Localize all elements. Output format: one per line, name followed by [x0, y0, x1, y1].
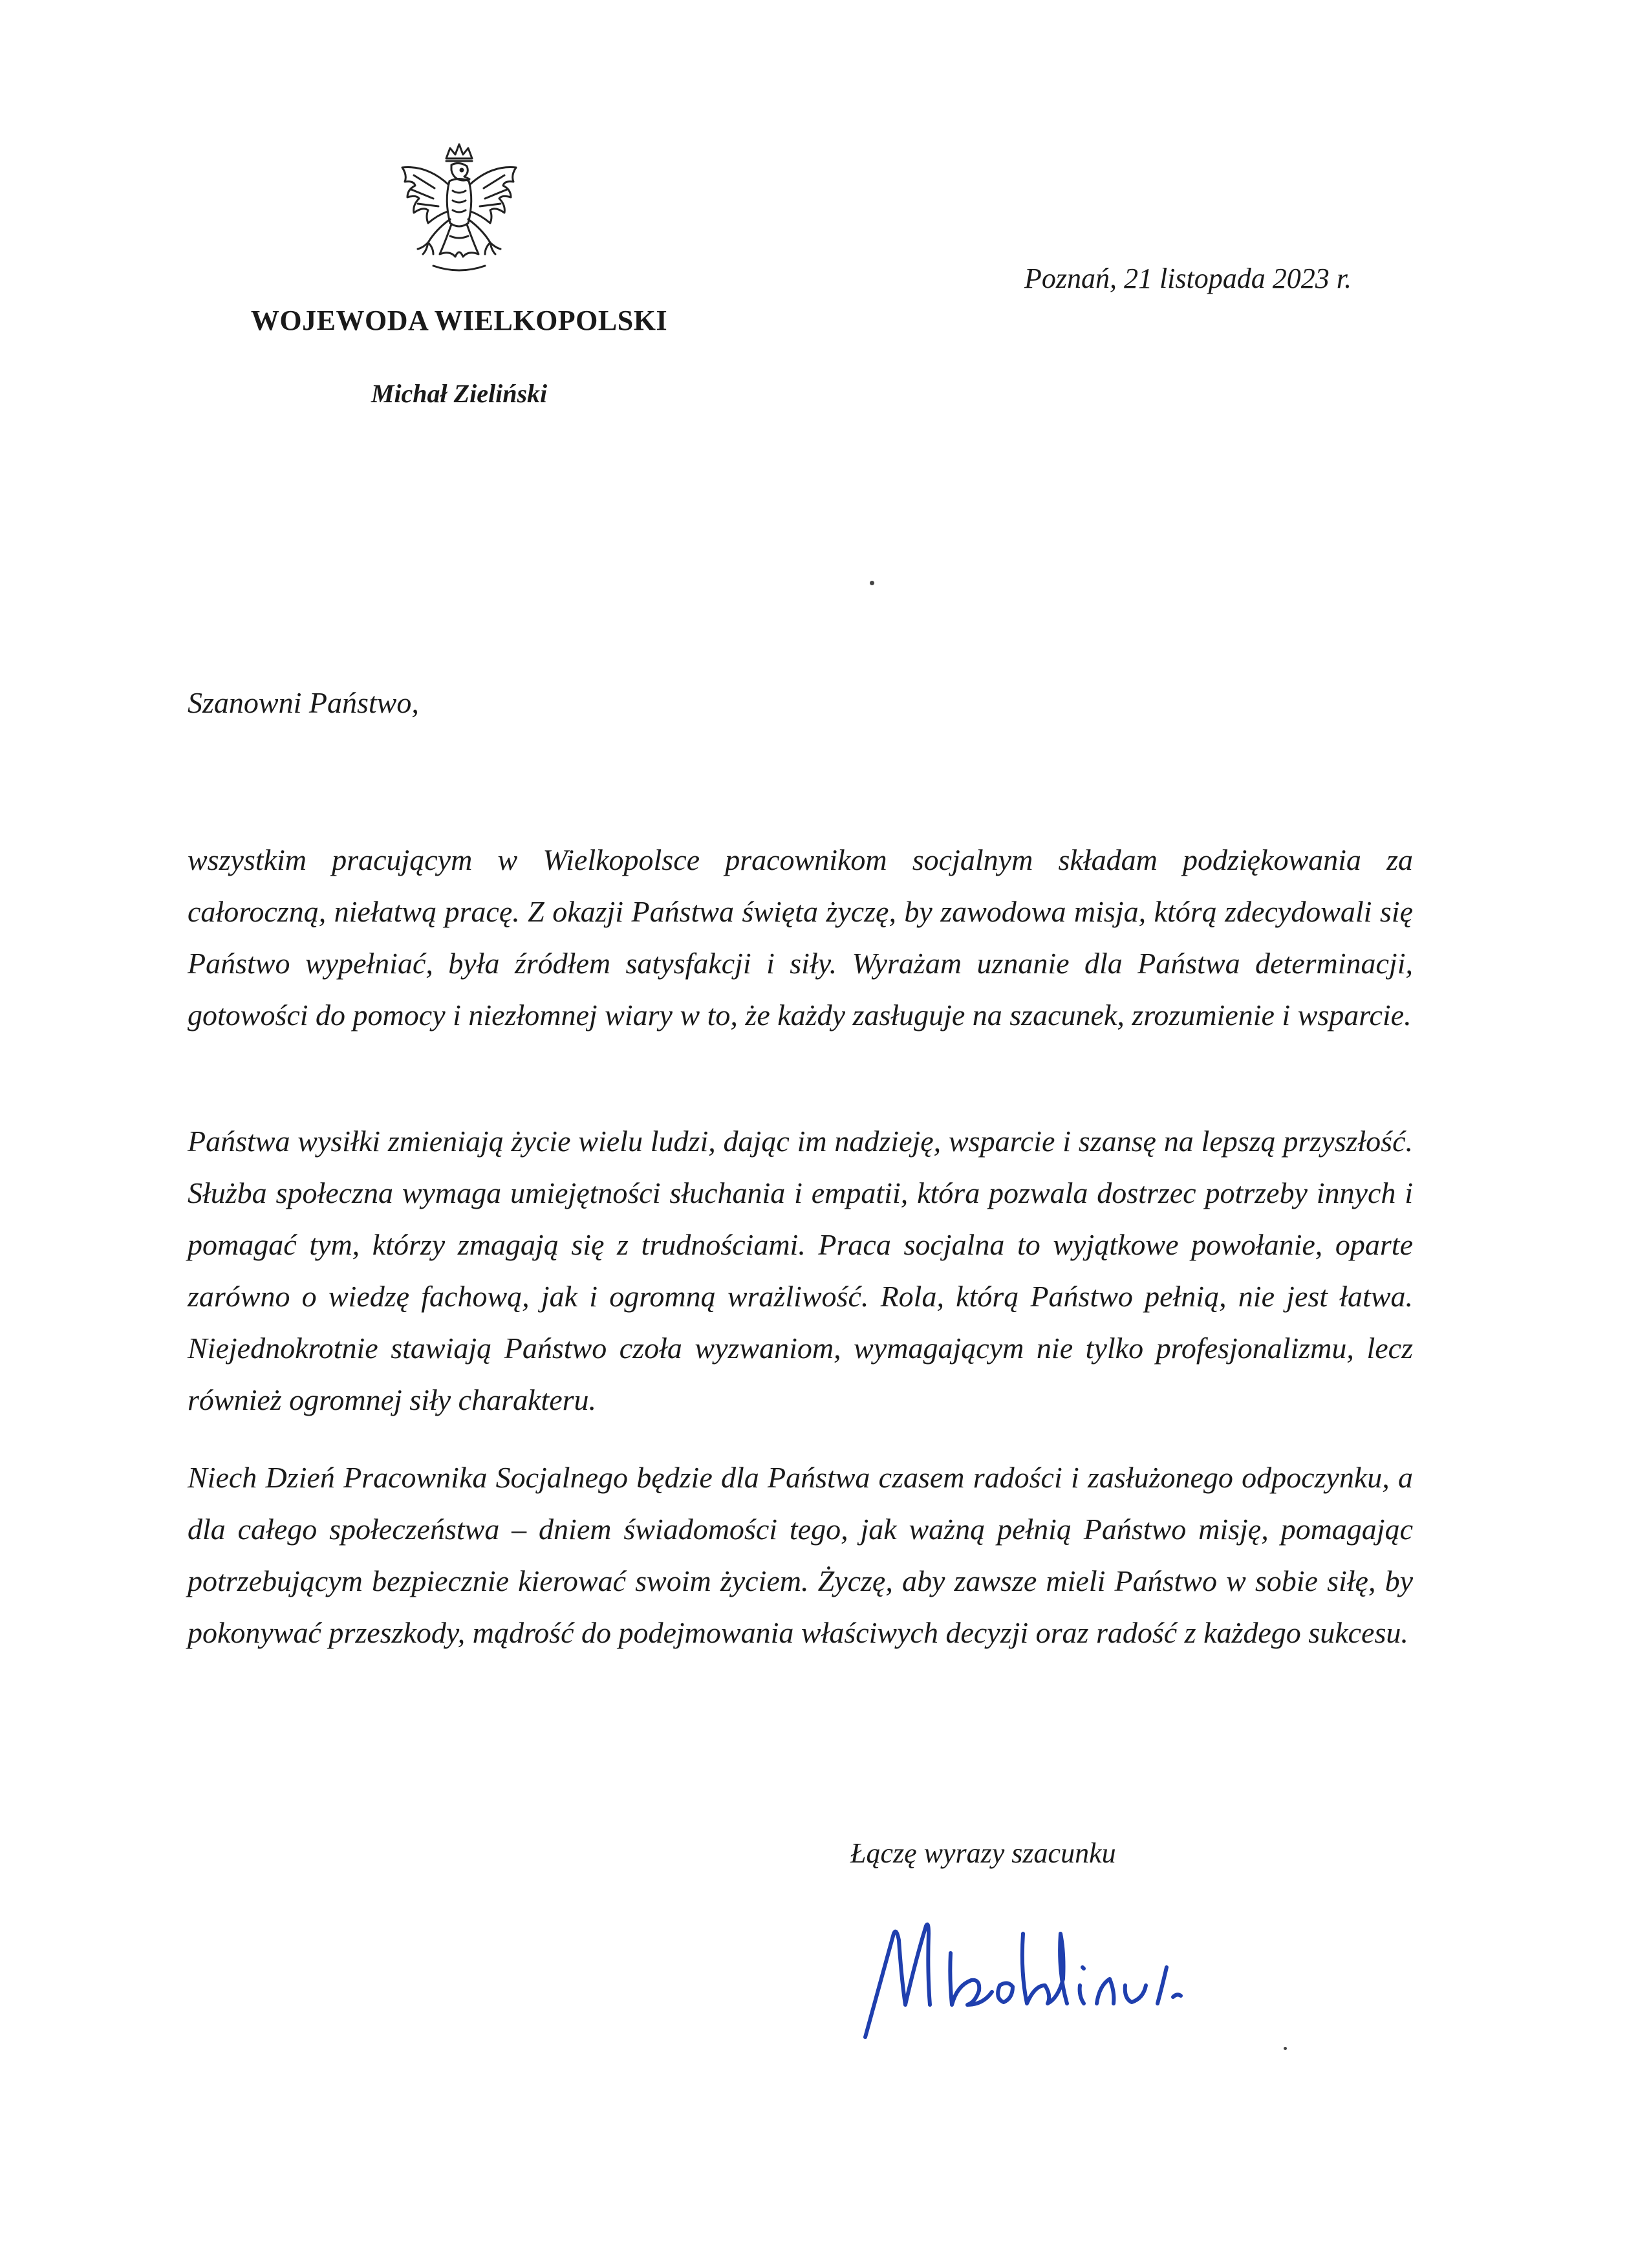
- office-title: WOJEWODA WIELKOPOLSKI: [250, 305, 668, 336]
- official-name: Michał Zieliński: [371, 379, 548, 408]
- place-and-date: Poznań, 21 listopada 2023 r.: [1024, 263, 1352, 294]
- salutation: Szanowni Państwo,: [188, 686, 419, 719]
- handwritten-signature-icon: [854, 1908, 1216, 2050]
- body-paragraph-3: Niech Dzień Pracownika Socjalnego będzie dla Państwa czasem radości i zasłużonego odpoczynku, a dla całego społeczeństwa – dniem świadomości tego, jak ważną pełnią Państwo misję, pomagając potrzebującym bezpiecznie kierować swoim życiem. Życzę, aby zawsze mieli Państwo w sobie siłę, by pokonywać przeszkody, mądrość do podejmowania właściwych decyzji oraz radość z każdego sukcesu.: [188, 1461, 1413, 1649]
- scan-speck: [870, 581, 874, 585]
- polish-white-eagle-emblem-icon: [388, 139, 530, 294]
- closing-phrase: Łączę wyrazy szacunku: [850, 1837, 1116, 1869]
- body-paragraph-1: wszystkim pracującym w Wielkopolsce pracownikom socjalnym składam podziękowania za całoroczną, niełatwą pracę. Z okazji Państwa święta życzę, by zawodowa misja, którą zdecydowali się Państwo wypełniać, była źródłem satysfakcji i siły. Wyrażam uznanie dla Państwa determinacji, gotowości do pomocy i niezłomnej wiary w to, że każdy zasługuje na szacunek, zrozumienie i wsparcie.: [188, 843, 1413, 1031]
- scan-speck: [1284, 2047, 1287, 2050]
- body-paragraph-2: Państwa wysiłki zmieniają życie wielu ludzi, dając im nadzieję, wsparcie i szansę na lepszą przyszłość. Służba społeczna wymaga umiejętności słuchania i empatii, która pozwala dostrzec potrzeby innych i pomagać tym, którzy zmagają się z trudnościami. Praca socjalna to wyjątkowe powołanie, oparte zarówno o wiedzę fachową, jak i ogromną wrażliwość. Rola, którą Państwo pełnią, nie jest łatwa. Niejednokrotnie stawiają Państwo czoła wyzwaniom, wymagającym nie tylko profesjonalizmu, lecz również ogromnej siły charakteru.: [188, 1125, 1413, 1416]
